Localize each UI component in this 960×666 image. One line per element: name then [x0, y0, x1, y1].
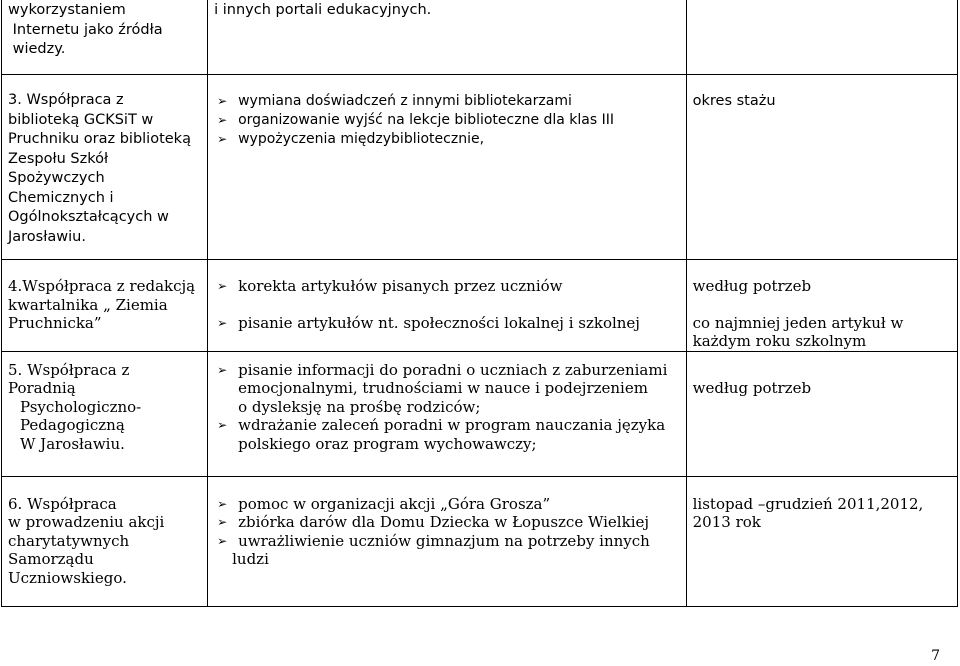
- arrow-bullet-icon: ➢: [217, 515, 228, 529]
- row-term-cell: [686, 476, 957, 606]
- text-line: W Jarosławiu.: [20, 434, 125, 453]
- arrow-bullet-icon: ➢: [217, 113, 228, 127]
- arrow-bullet-icon: ➢: [217, 132, 228, 146]
- item-text: zbiórka darów dla Domu Dziecka w Łopuszce Wielkiej: [238, 513, 650, 531]
- row-activity-cell: [2, 0, 208, 75]
- item-text: polskiego oraz program wychowawczy;: [238, 434, 537, 453]
- text-line: 2013 rok: [692, 513, 761, 531]
- text-line: Psychologiczno-: [20, 397, 142, 416]
- text-line: każdym roku szkolnym: [692, 332, 867, 350]
- text-line: 5. Współpraca z Poradnią: [8, 360, 130, 397]
- text-line: biblioteką GCKSiT w: [8, 111, 154, 128]
- text-line: wiedzy.: [8, 41, 66, 57]
- item-text: wdrażanie zaleceń poradni w program nauczania języka: [238, 416, 666, 434]
- text-line: w prowadzeniu akcji: [8, 513, 165, 531]
- list-item: [214, 361, 680, 417]
- arrow-bullet-icon: ➢: [217, 533, 228, 548]
- text-line: co najmniej jeden artykuł w: [692, 313, 904, 332]
- item-text: pisanie informacji do poradni o uczniach z zaburzeniami: [238, 360, 668, 379]
- text-line: Chemicznych i: [8, 189, 114, 206]
- item-text: wymiana doświadczeń z innymi bibliotekarzami: [238, 93, 572, 109]
- item-text: pisanie artykułów nt. społeczności lokalnej i szkolnej: [238, 313, 640, 332]
- row-tasks-cell: [208, 351, 687, 476]
- row-tasks-cell: [208, 75, 687, 260]
- row-activity-cell: [2, 476, 208, 606]
- text-line: 3. Współpraca z: [8, 92, 124, 108]
- row-term-cell: [686, 0, 957, 75]
- text-line: Pruchniku oraz biblioteką: [8, 131, 191, 147]
- text-line: wykorzystaniem: [8, 2, 126, 18]
- list-item: [214, 532, 680, 551]
- page-number: 7: [931, 648, 940, 664]
- task-list: [214, 75, 680, 149]
- row-activity-cell: [2, 351, 208, 476]
- item-text: o dysleksję na prośbę rodziców;: [238, 397, 481, 416]
- item-text: uwrażliwienie uczniów gimnazjum na potrzeby innych: [238, 531, 650, 550]
- text-line: według potrzeb: [692, 277, 812, 295]
- row-term-cell: [686, 351, 957, 476]
- item-text: wypożyczenia międzybibliotecznie,: [238, 131, 485, 147]
- text-line: Zespołu Szkół: [8, 150, 109, 167]
- list-item: [214, 92, 680, 111]
- table-row-cooperation-library: [2, 75, 958, 260]
- text-line: 6. Współpraca: [8, 494, 117, 513]
- table-row-cooperation-counseling: [2, 351, 958, 476]
- item-text: emocjonalnymi, trudnościami w nauce i podejrzeniem: [238, 379, 648, 397]
- list-item: [214, 111, 680, 130]
- task-list: [214, 352, 680, 454]
- list-item: [214, 416, 680, 453]
- task-list: [214, 477, 680, 551]
- text-line: Samorządu: [8, 550, 94, 568]
- table-row-continuation: [2, 0, 958, 75]
- arrow-bullet-icon: ➢: [217, 418, 228, 432]
- arrow-bullet-icon: ➢: [217, 279, 228, 293]
- row-tasks-cell: [208, 476, 687, 606]
- arrow-bullet-icon: ➢: [217, 496, 228, 511]
- row-tasks-cell: [208, 260, 687, 352]
- text-line: charytatywnych: [8, 531, 130, 550]
- text-line: według potrzeb: [692, 378, 812, 397]
- item-text: pomoc w organizacji akcji „Góra Grosza”: [238, 494, 551, 513]
- item-text-continuation: ludzi: [232, 550, 269, 568]
- text-line: Spożywczych: [8, 170, 105, 186]
- text-line: Pedagogiczną: [20, 416, 125, 434]
- list-item: [214, 130, 680, 149]
- table-row-cooperation-editorial: [2, 260, 958, 352]
- text-line: Jarosławiu.: [8, 228, 86, 245]
- text-line: Ogólnokształcących w: [8, 209, 169, 225]
- arrow-bullet-icon: ➢: [217, 315, 228, 330]
- table-row-charity: [2, 476, 958, 606]
- item-text: organizowanie wyjść na lekcje biblioteczne dla klas III: [238, 112, 615, 128]
- task-list: [214, 260, 680, 332]
- arrow-bullet-icon: ➢: [217, 94, 228, 108]
- arrow-bullet-icon: ➢: [217, 362, 228, 377]
- list-item: [214, 314, 680, 333]
- row-activity-cell: [2, 260, 208, 352]
- text-line: i innych portali edukacyjnych.: [214, 2, 432, 18]
- text-line: okres stażu: [692, 93, 776, 109]
- text-line: listopad –grudzień 2011,2012,: [692, 494, 924, 513]
- list-item: [214, 495, 680, 514]
- text-line: kwartalnika „ Ziemia: [8, 295, 168, 314]
- item-text: korekta artykułów pisanych przez uczniów: [238, 277, 563, 295]
- list-item: [214, 513, 680, 532]
- row-activity-cell: [2, 75, 208, 260]
- text-line: 4.Współpraca z redakcją: [8, 277, 196, 295]
- row-tasks-cell: [208, 0, 687, 75]
- list-item: [214, 277, 680, 296]
- plan-table: [1, 0, 958, 607]
- row-term-cell: [686, 75, 957, 260]
- text-line: Pruchnicka”: [8, 314, 102, 332]
- text-line: Internetu jako źródła: [8, 21, 163, 38]
- text-line: Uczniowskiego.: [8, 568, 127, 587]
- row-term-cell: [686, 260, 957, 352]
